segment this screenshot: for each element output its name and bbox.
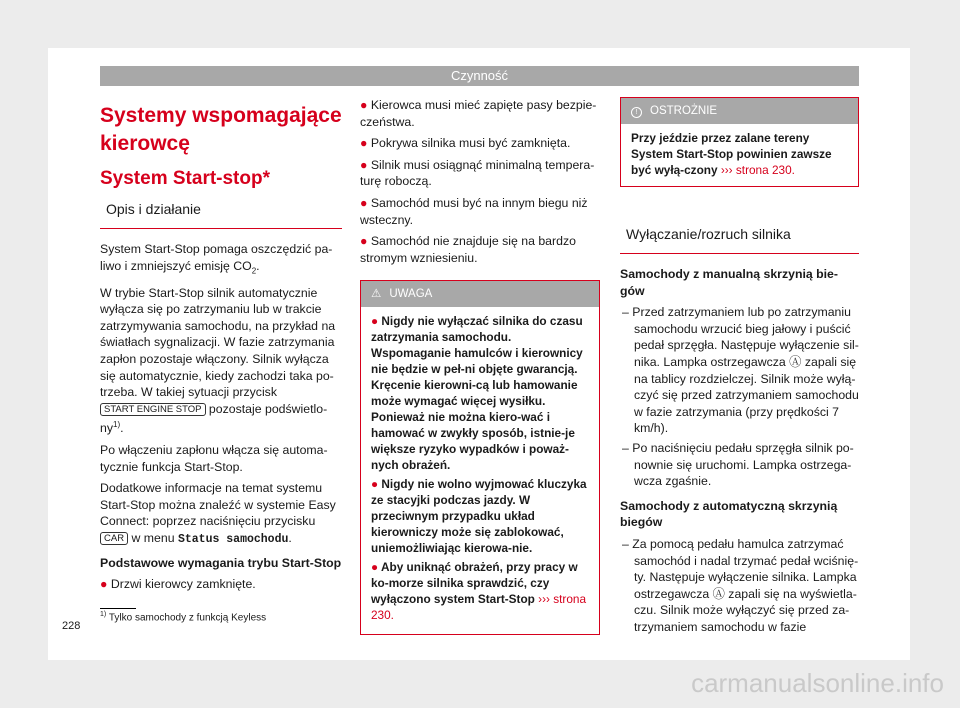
bullet-icon: ● <box>371 314 382 329</box>
bullet-icon: ● <box>360 157 371 172</box>
manual-step: – Przed zatrzymaniem lub po zatrzymaniu samochodu wrzucić bieg jałowy i puścić pedał sprzęgła. Następuje wyłączenie sil-nika. Lampka ostrzegawcza Ⓐ zapali się na tablicy rozdzielczej. Silnik może wyłą-czyć się przed zatrzymaniem samochodu w fazie zatrzymania (przy prędkości 7 km/h). <box>622 305 859 436</box>
requirement-item <box>360 233 600 266</box>
column-2 <box>360 97 600 635</box>
manual-step-text: Przed zatrzymaniem lub po zatrzymaniu samochodu wrzucić bieg jałowy i puścić pedał sprzęgła. Następuje wyłączenie sil-nika. Lampka ostrzegawcza Ⓐ zapali się na tablicy rozdzielczej. Silnik może wyłą-czyć się przed zatrzymaniem samochodu w fazie zatrzymania (przy prędkości 7 km/h). <box>632 305 859 436</box>
bullet-icon: ● <box>371 477 382 492</box>
footnote-text: Tylko samochody z funkcją Keyless <box>108 612 267 624</box>
section-title-wylaczanie: Wyłączanie/rozruch silnika <box>620 217 859 254</box>
paragraph-mode <box>100 285 342 437</box>
co2-subscript: 2 <box>251 266 257 276</box>
footnote-ref: 1) <box>113 420 121 430</box>
caution-box <box>620 97 859 187</box>
requirement-item <box>360 157 600 190</box>
warning-item <box>371 313 589 473</box>
requirement-item <box>360 97 600 130</box>
footnote <box>100 609 266 624</box>
bullet-icon: ● <box>371 560 381 575</box>
bullet-icon: ● <box>360 195 371 210</box>
requirement-text: Pokrywa silnika musi być zamknięta. <box>370 136 571 151</box>
requirement-text: Samochód musi być na innym biegu niż wsteczny. <box>360 195 588 227</box>
intro-text: System Start-Stop pomaga oszczędzić pa-liwo i zmniejszyć emisję CO <box>100 242 333 273</box>
auto-gearbox-title: Samochody z automatyczną skrzynią biegów <box>620 498 838 530</box>
requirement-text: Drzwi kierowcy zamknięte. <box>110 577 256 592</box>
column-1 <box>100 96 342 598</box>
auto-step: – Za pomocą pedału hamulca zatrzymać samochód i nadal trzymać pedał wciśnię-ty. Następuje wyłączenie silnika. Lampka ostrzegawcza Ⓐ zapali się na wyświetla-czu. Silnik może wyłączyć się przed za-trzymaniem samochodu w fazie <box>622 536 859 634</box>
warning-text: Nigdy nie wolno wyjmować kluczyka ze stacyjki podczas jazdy. W przeciwnym przypadku układ kierowniczy może się zablokować, uniemożliwiając kierowa-nie. <box>371 477 587 556</box>
bullet-icon: ● <box>360 234 371 249</box>
chapter-title: Systemy wspomagające kierowcę <box>100 104 342 155</box>
caution-body <box>621 124 858 186</box>
menu-status-name: Status samochodu <box>177 533 289 547</box>
car-key: CAR <box>100 532 128 545</box>
warning-text: Aby uniknąć obrażeń, przy pracy w ko-morze silnika sprawdzić, czy wyłączono system Start-Stop <box>371 560 578 607</box>
paragraph-intro <box>100 241 342 280</box>
info-text: Dodatkowe informacje na temat systemu Start-Stop można znaleźć w systemie Easy Connect: poprzez naciśnięciu przycisku <box>100 481 336 529</box>
warning-triangle-icon: ⚠ <box>371 288 382 301</box>
warning-item <box>371 559 589 623</box>
requirement-item <box>100 576 342 593</box>
paragraph-ignition: Po włączeniu zapłonu włącza się automa-tycznie funkcja Start-Stop. <box>100 443 328 474</box>
auto-step-text: Za pomocą pedału hamulca zatrzymać samochód i nadal trzymać pedał wciśnię-ty. Następuje wyłączenie silnika. Lampka ostrzegawcza Ⓐ zapali się na wyświetla-czu. Silnik może wyłączyć się przed za-trzymaniem samochodu w fazie <box>632 536 859 634</box>
bullet-icon: ● <box>360 136 371 151</box>
paragraph-info <box>100 480 342 548</box>
column-3 <box>620 97 859 638</box>
page-reference-link[interactable]: ››› strona 230. <box>371 592 587 623</box>
start-engine-stop-key: START ENGINE STOP <box>100 403 206 416</box>
section-title-opis: Opis i działanie <box>100 192 342 229</box>
warning-text: Nigdy nie wyłączać silnika do czasu zatrzymania samochodu. Wspomaganie hamulców i kierownicy nie będzie w peł-ni objęte gwarancją. Kręcenie kierowni-cą lub hamowanie może wymagać więcej wysiłku. Ponieważ nie można kiero-wać i hamować w zwykły sposób, istnie-je większe ryzyko wypadków i poważ-nych obrażeń. <box>371 314 583 473</box>
caution-header <box>621 98 858 124</box>
warning-title: UWAGA <box>389 288 433 301</box>
manual-gearbox-title: Samochody z manualną skrzynią bie-gów <box>620 267 838 298</box>
requirement-text: Samochód nie znajduje się na bardzo stromym wzniesieniu. <box>360 234 576 265</box>
manual-step-text: Po naciśnięciu pedału sprzęgła silnik po-nownie się uruchomi. Lampka ostrzega-wcza zgaśnie. <box>632 440 854 489</box>
requirement-item <box>360 195 600 228</box>
bullet-icon: ● <box>360 98 371 112</box>
info-end: . <box>288 531 292 546</box>
info-text-2: w menu <box>131 531 175 546</box>
watermark: carmanualsonline.info <box>691 668 944 698</box>
caution-text: Przy jeździe przez zalane tereny System Start-Stop powinien zawsze być wyłą-czony <box>631 131 832 177</box>
footnote-marker: 1) <box>100 611 107 618</box>
chapter-header: Czynność <box>100 66 859 86</box>
mode-text: W trybie Start-Stop silnik automatycznie wyłącza się po zatrzymaniu lub w trakcie zatrzymywania samochodu, na przykład na światłach sygnalizacji. W fazie zatrzymania zapłon pozostaje włączony. Silnik wyłącza się automatycznie, kiedy zachodzi taka po-trzeba. W takiej sytuacji przycisk <box>100 285 336 400</box>
intro-end: . <box>256 258 260 273</box>
requirement-text: Silnik musi osiągnąć minimalną tempera-turę roboczą. <box>360 157 595 189</box>
caution-circle-icon: ! <box>631 102 642 120</box>
bullet-icon: ● <box>100 577 111 592</box>
requirements-title: Podstawowe wymagania trybu Start-Stop <box>100 555 342 570</box>
manual-step: – Po naciśnięciu pedału sprzęgła silnik po-nownie się uruchomi. Lampka ostrzega-wcza zgaśnie. <box>622 440 854 489</box>
caution-title: OSTROŻNIE <box>650 105 718 117</box>
mode-end: . <box>120 421 124 436</box>
warning-box <box>360 280 600 635</box>
system-title: System Start-stop* <box>100 168 270 189</box>
page-reference-link[interactable]: ››› strona 230. <box>720 163 795 177</box>
warning-header <box>361 281 599 307</box>
requirement-item <box>360 135 600 152</box>
warning-body <box>361 307 599 634</box>
mode-text-2: pozostaje podświetlo-ny <box>100 401 328 436</box>
page-number: 228 <box>62 620 81 632</box>
warning-item <box>371 476 589 556</box>
requirement-text: Kierowca musi mieć zapięte pasy bezpie-czeństwa. <box>360 98 597 129</box>
